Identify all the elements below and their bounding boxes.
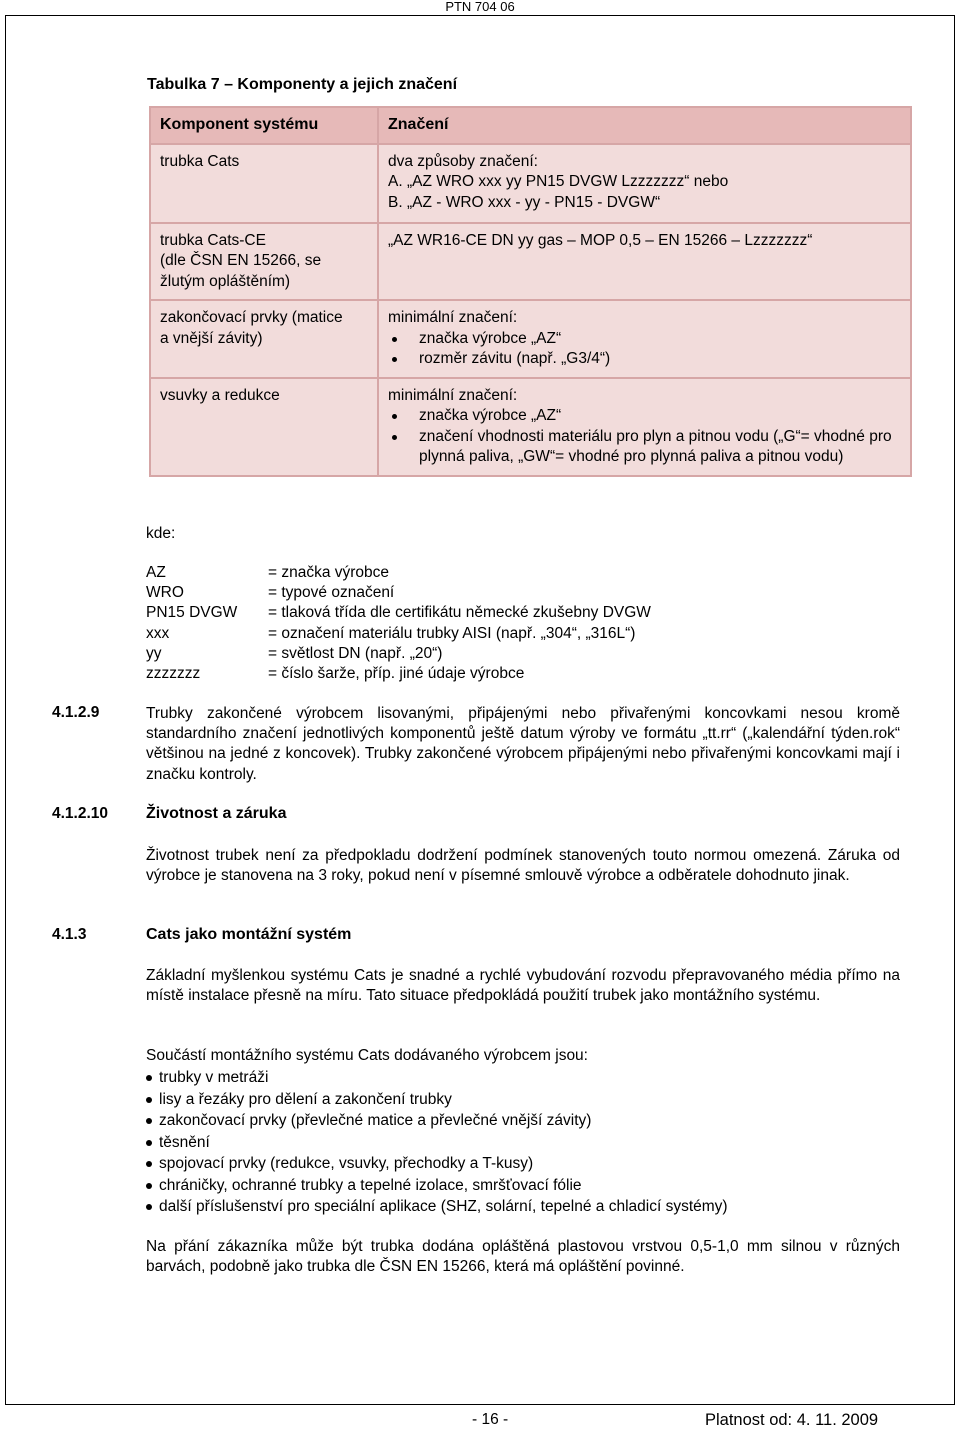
legend-abbr: PN15 DVGW [146, 604, 238, 622]
legend-row [146, 664, 651, 684]
component-cell: trubka Cats [150, 144, 378, 223]
legend-meaning: = číslo šarže, příp. jiné údaje výrobce [268, 665, 525, 683]
table-row [150, 144, 911, 223]
section-413-para1: Základní myšlenkou systému Cats je snadné a rychlé vybudování rozvodu přepravovaného média přímo na místě instalace přesně na míru. Tato situace předpokládá použití trubek jako montážního systému. [146, 967, 900, 1005]
list-item: značka výrobce „AZ“ [388, 406, 901, 427]
marking-cell: dva způsoby značení: A. „AZ WRO xxx yy PN15 DVGW Lzzzzzzz“ nebo B. „AZ - WRO xxx - yy - PN15 - DVGW“ [378, 144, 911, 223]
legend-row [146, 624, 651, 644]
section-41210-title: Životnost a záruka [146, 805, 287, 822]
legend-abbr: xxx [146, 624, 170, 642]
marking-bullets [388, 329, 901, 370]
legend-meaning: = světlost DN (např. „20“) [268, 644, 443, 662]
legend-meaning: = značka výrobce [268, 564, 390, 581]
document-code: PTN 704 06 [445, 0, 515, 14]
component-cell: trubka Cats-CE (dle ČSN EN 15266, se žlutým opláštěním) [150, 223, 378, 301]
list-item: značení vhodnosti materiálu pro plyn a pitnou vodu („G“= vhodné pro plynná paliva, „GW“= vhodné pro plynná paliva a pitnou vodu) [388, 427, 901, 468]
list-item: rozměr závitu (např. „G3/4“) [388, 349, 901, 370]
legend-row [146, 644, 651, 664]
legend-abbr: AZ [146, 564, 166, 581]
list-item: těsnění [146, 1132, 728, 1154]
component-cell: zakončovací prvky (matice a vnější závity) [150, 300, 378, 378]
legend-row [146, 563, 651, 583]
list-item: zakončovací prvky (převlečné matice a převlečné vnější závity) [146, 1110, 728, 1132]
marking-cell: „AZ WR16-CE DN yy gas – MOP 0,5 – EN 15266 – Lzzzzzzz“ [378, 223, 911, 301]
table-caption: Tabulka 7 – Komponenty a jejich značení [147, 76, 458, 93]
list-item: lisy a řezáky pro dělení a zakončení trubky [146, 1089, 728, 1111]
marking-cell: minimální značení: značka výrobce „AZ“ rozměr závitu (např. „G3/4“) [378, 300, 911, 378]
header-marking: Značení [378, 107, 911, 144]
table-header-row [150, 107, 911, 144]
section-413-para3: Na přání zákazníka může být trubka dodána opláštěná plastovou vrstvou 0,5-1,0 mm silnou v různých barvách, podobně jako trubka dle ČSN EN 15266, která má opláštění povinné. [146, 1238, 900, 1276]
legend-meaning: = typové označení [268, 584, 395, 602]
table-row [150, 378, 911, 476]
list-item: další příslušenství pro speciální aplikace (SHZ, solární, tepelné a chladicí systémy) [146, 1196, 728, 1218]
section-413-para2: Součástí montážního systému Cats dodávaného výrobcem jsou: [146, 1047, 588, 1064]
table-row [150, 223, 911, 301]
component-cell: vsuvky a redukce [150, 378, 378, 476]
legend-row [146, 603, 651, 623]
legend-label: kde: [146, 525, 176, 542]
system-components-list [146, 1067, 728, 1218]
legend-list [146, 563, 651, 684]
section-number-413: 4.1.3 [52, 926, 87, 943]
table-row [150, 300, 911, 378]
section-number-4129: 4.1.2.9 [52, 704, 100, 721]
list-item: značka výrobce „AZ“ [388, 329, 901, 350]
section-41210-text: Životnost trubek není za předpokladu dodržení podmínek stanovených touto normou omezená. Záruka od výrobce je stanovena na 3 roky, pokud není v písemné smlouvě výrobce a odběratele dohodnuto jinak. [146, 847, 900, 885]
marking-cell: minimální značení: značka výrobce „AZ“ značení vhodnosti materiálu pro plyn a pitnou vodu („G“= vhodné pro plynná paliva, „GW“= vhodné pro plynná paliva a pitnou vodu) [378, 378, 911, 476]
components-table [149, 106, 912, 477]
legend-row [146, 583, 651, 603]
legend-abbr: yy [146, 644, 162, 662]
section-number-41210: 4.1.2.10 [52, 805, 109, 822]
legend-meaning: = tlaková třída dle certifikátu německé zkušebny DVGW [268, 604, 651, 622]
legend-abbr: WRO [146, 584, 184, 602]
validity-date: Platnost od: 4. 11. 2009 [705, 1411, 879, 1429]
section-413-title: Cats jako montážní systém [146, 926, 352, 943]
legend-meaning: = označení materiálu trubky AISI (např. „304“, „316L“) [268, 624, 636, 642]
list-item: spojovací prvky (redukce, vsuvky, přechodky a T-kusy) [146, 1153, 728, 1175]
legend-abbr: zzzzzzz [146, 665, 201, 683]
list-item: chráničky, ochranné trubky a tepelné izolace, smršťovací fólie [146, 1175, 728, 1197]
marking-bullets [388, 406, 901, 468]
section-4129-text: Trubky zakončené výrobcem lisovanými, připájenými nebo přivařenými koncovkami nesou kromě standardního značení jednotlivých komponentů ještě datum výroby ve formátu „tt.rr“ („kalendářní týden.rok“ většinou na jedné z koncovek). Trubky zakončené výrobcem připájenými nebo přivařenými koncovkami mají i značku kontroly. [146, 705, 900, 783]
header-component: Komponent systému [150, 107, 378, 144]
list-item: trubky v metráži [146, 1067, 728, 1089]
page-number: - 16 - [472, 1411, 509, 1428]
